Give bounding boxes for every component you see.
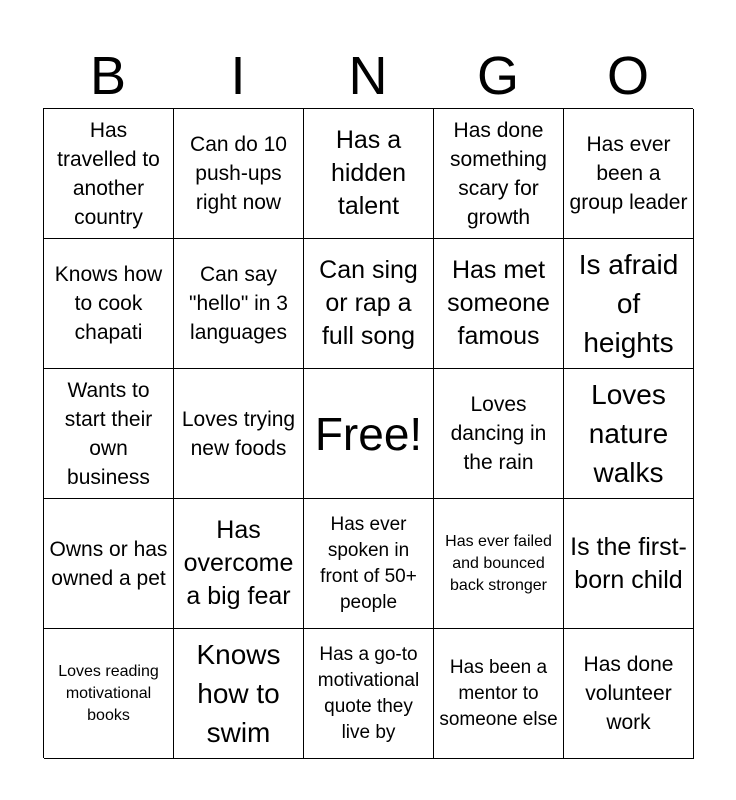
cell-text: Has travelled to another country — [57, 118, 160, 229]
bingo-cell[interactable] — [174, 369, 304, 499]
cell-text: Is afraid of heights — [578, 249, 679, 358]
cell-text: Has a hidden talent — [330, 126, 407, 220]
bingo-cell[interactable] — [434, 369, 564, 499]
bingo-cell[interactable] — [564, 109, 694, 239]
header-letter-g: G — [476, 46, 519, 106]
cell-text: Has ever failed and bounced back stronger — [445, 532, 552, 594]
header-letter-b: B — [89, 46, 127, 106]
cell-text: Has a go-to motivational quote they live by — [317, 643, 420, 743]
cell-text: Loves reading motivational books — [58, 662, 159, 724]
bingo-cell[interactable] — [174, 109, 304, 239]
cell-text: Can do 10 push-ups right now — [190, 133, 287, 214]
cell-text: Has overcome a big fear — [183, 516, 294, 610]
free-space-cell[interactable] — [304, 369, 434, 499]
cell-text: Is the first-born child — [570, 532, 687, 594]
bingo-board — [43, 108, 693, 758]
cell-text: Loves trying new foods — [181, 407, 296, 460]
cell-text: Has ever spoken in front of 50+ people — [320, 513, 417, 613]
cell-text: Has done something scary for growth — [450, 118, 547, 229]
bingo-cell[interactable] — [44, 369, 174, 499]
bingo-cell[interactable] — [434, 499, 564, 629]
cell-text: Has ever been a group leader — [569, 133, 688, 214]
cell-text: Can sing or rap a full song — [319, 256, 418, 350]
bingo-cell[interactable] — [44, 629, 174, 759]
cell-text: Has been a mentor to someone else — [439, 656, 558, 730]
bingo-cell[interactable] — [434, 239, 564, 369]
bingo-cell[interactable] — [44, 109, 174, 239]
bingo-cell[interactable] — [174, 499, 304, 629]
bingo-cell[interactable] — [304, 499, 434, 629]
cell-text: Owns or has owned a pet — [49, 537, 168, 590]
header-letter-i: I — [230, 46, 246, 106]
bingo-cell[interactable] — [564, 239, 694, 369]
bingo-cell[interactable] — [564, 499, 694, 629]
bingo-cell[interactable] — [44, 499, 174, 629]
bingo-cell[interactable] — [564, 369, 694, 499]
cell-text: Knows how to cook chapati — [54, 263, 163, 344]
cell-text: Loves dancing in the rain — [450, 393, 547, 474]
bingo-cell[interactable] — [564, 629, 694, 759]
bingo-cell[interactable] — [174, 239, 304, 369]
cell-text: Has done volunteer work — [583, 653, 674, 734]
bingo-cell[interactable] — [304, 239, 434, 369]
bingo-cell[interactable] — [434, 629, 564, 759]
cell-text: Knows how to swim — [196, 639, 281, 748]
cell-text: Has met someone famous — [447, 256, 550, 350]
header-letter-n: N — [348, 46, 388, 106]
header-letter-o: O — [606, 46, 649, 106]
cell-text: Free! — [314, 407, 423, 460]
bingo-header — [43, 44, 693, 108]
bingo-cell[interactable] — [174, 629, 304, 759]
cell-text: Loves nature walks — [588, 379, 669, 488]
cell-text: Wants to start their own business — [64, 378, 153, 489]
cell-text: Can say "hello" in 3 languages — [189, 263, 288, 344]
bingo-cell[interactable] — [304, 629, 434, 759]
bingo-cell[interactable] — [434, 109, 564, 239]
bingo-cell[interactable] — [304, 109, 434, 239]
bingo-cell[interactable] — [44, 239, 174, 369]
